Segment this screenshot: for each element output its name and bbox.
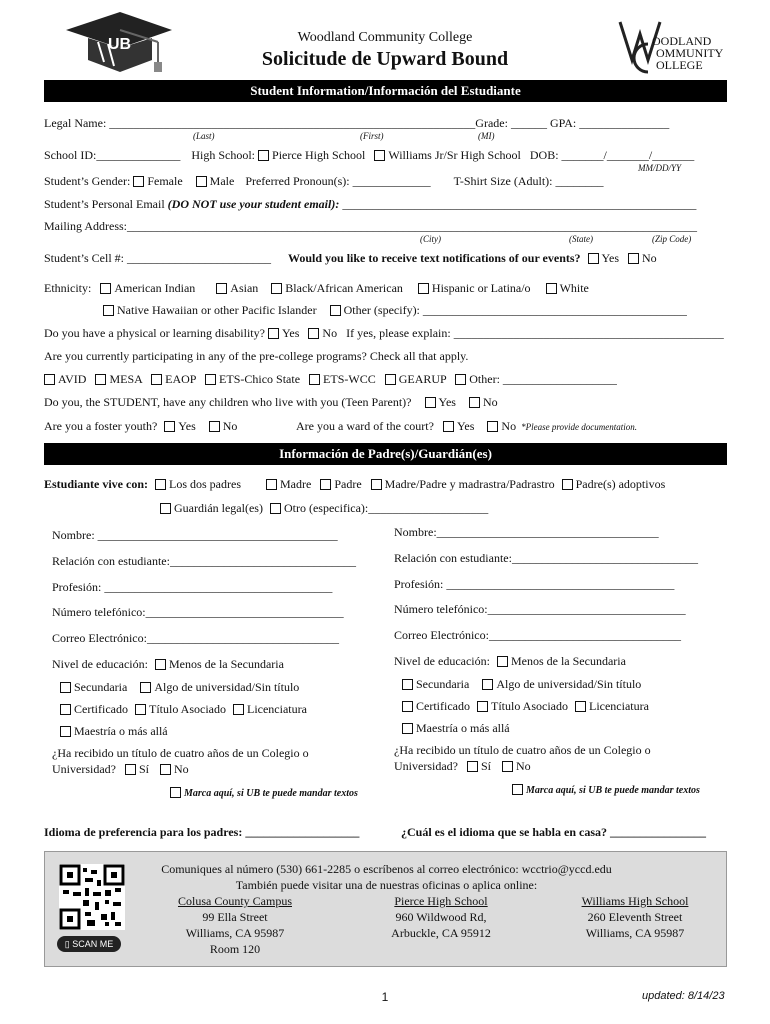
foster-yes-label: Yes bbox=[178, 419, 196, 433]
female-checkbox[interactable] bbox=[133, 176, 144, 187]
logo-line-1: OODLAND bbox=[652, 34, 712, 48]
email-label: Student’s Personal Email bbox=[44, 197, 168, 211]
other-living-field[interactable]: Otro (especifica):____________________ bbox=[283, 501, 489, 515]
white-checkbox[interactable] bbox=[546, 283, 557, 294]
foster-no-checkbox[interactable] bbox=[209, 421, 220, 432]
disability-question: Do you have a physical or learning disability? bbox=[44, 326, 265, 340]
ward-yes-label: Yes bbox=[456, 419, 475, 433]
name-sub-last: (Last) bbox=[193, 131, 215, 141]
scan-me-badge[interactable] bbox=[57, 936, 121, 952]
asian-label: Asian bbox=[230, 281, 259, 295]
parent1-email-field[interactable]: Correo Electrónico:________________________________ bbox=[52, 631, 339, 645]
texts-no-label: No bbox=[642, 251, 657, 265]
other-prog-field[interactable]: Other: ___________________ bbox=[469, 372, 617, 386]
phone-icon: ▯ bbox=[64, 939, 70, 949]
dob-format: MM/DD/YY bbox=[638, 163, 682, 173]
campus-pierce-street: 960 Wildwood Rd, bbox=[395, 910, 487, 924]
ward-no-label: No bbox=[501, 419, 517, 433]
male-label: Male bbox=[209, 174, 235, 188]
ward-no-checkbox[interactable] bbox=[487, 421, 498, 432]
parent2-degree-no-label: No bbox=[516, 759, 531, 773]
parent1-phone-field[interactable]: Número telefónico:_________________________________ bbox=[52, 605, 344, 619]
ethnicity-row-1 bbox=[44, 281, 589, 296]
avid-checkbox[interactable] bbox=[44, 374, 55, 385]
parent1-less-hs-label: Menos de la Secundaria bbox=[168, 657, 284, 671]
campus-colusa-street: 99 Ella Street bbox=[202, 910, 268, 924]
parent2-degree-row bbox=[394, 759, 531, 774]
campus-colusa bbox=[165, 894, 305, 957]
parent1-edu-row-2 bbox=[60, 680, 299, 695]
parent1-master-checkbox[interactable] bbox=[60, 726, 71, 737]
asian-checkbox[interactable] bbox=[216, 283, 227, 294]
campus-colusa-room: Room 120 bbox=[209, 942, 261, 956]
campus-pierce-city: Arbuckle, CA 95912 bbox=[391, 926, 491, 940]
avid-label: AVID bbox=[58, 372, 87, 386]
parent1-assoc-label: Título Asociado bbox=[148, 702, 226, 716]
parent1-profession-field[interactable]: Profesión: ______________________________________ bbox=[52, 580, 333, 594]
parent1-cert-label: Certificado bbox=[74, 702, 128, 716]
home-language-field[interactable]: ¿Cuál es el idioma que se habla en casa? ________________ bbox=[401, 825, 707, 839]
pierce-checkbox[interactable] bbox=[258, 150, 269, 161]
high-school-label: High School: bbox=[191, 148, 256, 162]
dob-field[interactable]: DOB: _______/_______/_______ bbox=[529, 148, 695, 162]
ward-row bbox=[296, 419, 637, 434]
school-id-field[interactable]: School ID:______________ bbox=[44, 148, 181, 162]
parent1-bach-label: Licenciatura bbox=[246, 702, 307, 716]
gearup-checkbox[interactable] bbox=[385, 374, 396, 385]
parent2-name-field[interactable]: Nombre:_____________________________________ bbox=[394, 525, 659, 539]
parent2-assoc-checkbox[interactable] bbox=[477, 701, 488, 712]
parent2-edu-row-2 bbox=[402, 677, 641, 692]
parent1-text-ok-label: Marca aquí, si UB te puede mandar textos bbox=[184, 788, 358, 799]
father-checkbox[interactable] bbox=[320, 479, 331, 490]
other-living-checkbox[interactable] bbox=[270, 503, 281, 514]
student-info-header: Student Information/Información del Estudiante bbox=[44, 80, 727, 102]
teen-parent-yes-checkbox[interactable] bbox=[425, 397, 436, 408]
parent1-less-hs-checkbox[interactable] bbox=[155, 659, 166, 670]
teen-parent-row bbox=[44, 395, 498, 410]
email-line[interactable]: ___________________________________________________________ bbox=[339, 197, 697, 211]
disability-no-checkbox[interactable] bbox=[308, 328, 319, 339]
parent1-some-college-checkbox[interactable] bbox=[140, 682, 151, 693]
pref-language-field[interactable]: Idioma de preferencia para los padres: ___________________ bbox=[44, 825, 360, 839]
disability-row bbox=[44, 326, 724, 341]
ets-chico-checkbox[interactable] bbox=[205, 374, 216, 385]
mailing-address-field[interactable]: Mailing Address:_______________________________________________________________________________________________ bbox=[44, 219, 697, 233]
parent1-master-label: Maestría o más allá bbox=[74, 724, 168, 738]
father-label: Padre bbox=[334, 477, 362, 491]
teen-parent-yes-label: Yes bbox=[438, 395, 456, 409]
step-parent-label: Madre/Padre y madrastra/Padrastro bbox=[384, 477, 555, 491]
lives-with-row-2 bbox=[160, 501, 488, 516]
parent2-degree-yes-checkbox[interactable] bbox=[467, 761, 478, 772]
page-number: 1 bbox=[381, 990, 389, 1004]
ward-note: *Please provide documentation. bbox=[521, 422, 637, 432]
parent-info-header: Información de Padre(s)/Guardián(es) bbox=[44, 443, 727, 465]
parent2-cert-checkbox[interactable] bbox=[402, 701, 413, 712]
parent1-edu-row-1 bbox=[52, 657, 284, 672]
parent1-degree-yes-label: Sí bbox=[138, 762, 149, 776]
other-eth-field[interactable]: Other (specify): ____________________________________________ bbox=[343, 303, 687, 317]
zip-sub: (Zip Code) bbox=[652, 234, 692, 244]
ethnicity-row-2 bbox=[103, 303, 687, 318]
parent1-bach-checkbox[interactable] bbox=[233, 704, 244, 715]
mother-label: Madre bbox=[280, 477, 312, 491]
parent2-bach-label: Licenciatura bbox=[588, 699, 649, 713]
mesa-label: MESA bbox=[109, 372, 143, 386]
lives-with-label: Estudiante vive con: bbox=[44, 477, 149, 491]
campus-williams bbox=[565, 894, 705, 941]
disability-explain-field[interactable]: If yes, please explain: _____________________________________________ bbox=[346, 326, 724, 340]
parent2-master-label: Maestría o más allá bbox=[416, 721, 510, 735]
hispanic-checkbox[interactable] bbox=[418, 283, 429, 294]
guardian-label: Guardián legal(es) bbox=[174, 501, 263, 515]
lives-with-row bbox=[44, 477, 665, 492]
ethnicity-label: Ethnicity: bbox=[44, 281, 92, 295]
parent1-degree-no-checkbox[interactable] bbox=[160, 764, 171, 775]
updated-date: updated: 8/14/23 bbox=[642, 990, 725, 1002]
contact-box bbox=[44, 851, 727, 967]
guardian-checkbox[interactable] bbox=[160, 503, 171, 514]
form-title: Solicitude de Upward Bound bbox=[261, 48, 509, 70]
contact-line-1: Comuniques al número (530) 661-2285 o escríbenos al correo electrónico: wcctrio@yccd.edu bbox=[161, 862, 612, 876]
parent2-cert-label: Certificado bbox=[416, 699, 470, 713]
foster-row bbox=[44, 419, 237, 434]
contact-line-2: También puede visitar una de nuestras oficinas o aplica online: bbox=[235, 878, 538, 892]
parent1-assoc-checkbox[interactable] bbox=[135, 704, 146, 715]
eaop-checkbox[interactable] bbox=[151, 374, 162, 385]
name-sub-mi: (MI) bbox=[478, 131, 495, 141]
black-checkbox[interactable] bbox=[271, 283, 282, 294]
ets-wcc-label: ETS-WCC bbox=[323, 372, 376, 386]
parent2-master-checkbox[interactable] bbox=[402, 723, 413, 734]
both-parents-checkbox[interactable] bbox=[155, 479, 166, 490]
disability-yes-checkbox[interactable] bbox=[268, 328, 279, 339]
parent2-less-hs-checkbox[interactable] bbox=[497, 656, 508, 667]
ets-chico-label: ETS-Chico State bbox=[219, 372, 301, 386]
williams-label: Williams Jr/Sr High School bbox=[388, 148, 521, 162]
disability-no-label: No bbox=[322, 326, 338, 340]
email-warning: (DO NOT use your student email): bbox=[167, 197, 340, 211]
parent2-text-ok-checkbox[interactable] bbox=[512, 784, 523, 795]
parent2-degree-yes-label: Sí bbox=[480, 759, 491, 773]
gearup-label: GEARUP bbox=[398, 372, 447, 386]
black-label: Black/African American bbox=[285, 281, 403, 295]
parent2-edu-row-3 bbox=[402, 699, 649, 714]
parent1-edu-label: Nivel de educación: bbox=[52, 657, 148, 671]
other-prog-checkbox[interactable] bbox=[455, 374, 466, 385]
am-indian-label: American Indian bbox=[114, 281, 196, 295]
state-sub: (State) bbox=[569, 234, 593, 244]
city-sub: (City) bbox=[420, 234, 441, 244]
eaop-label: EAOP bbox=[165, 372, 197, 386]
hawaiian-checkbox[interactable] bbox=[103, 305, 114, 316]
parent2-profession-field[interactable]: Profesión: ______________________________________ bbox=[394, 577, 675, 591]
campus-colusa-city: Williams, CA 95987 bbox=[185, 926, 285, 940]
texts-yes-label: Yes bbox=[601, 251, 620, 265]
pronouns-field[interactable]: Preferred Pronoun(s): _____________ bbox=[245, 174, 431, 188]
teen-parent-no-label: No bbox=[482, 395, 498, 409]
gender-row bbox=[44, 174, 604, 189]
parent2-edu-label: Nivel de educación: bbox=[394, 654, 490, 668]
williams-checkbox[interactable] bbox=[374, 150, 385, 161]
campus-williams-city: Williams, CA 95987 bbox=[585, 926, 685, 940]
parent1-text-ok-row bbox=[170, 787, 358, 799]
parent1-edu-row-4 bbox=[60, 724, 168, 739]
pierce-label: Pierce High School bbox=[272, 148, 366, 162]
hispanic-label: Hispanic or Latina/o bbox=[431, 281, 531, 295]
parent1-relation-field[interactable]: Relación con estudiante:_______________________________ bbox=[52, 554, 356, 568]
parent2-phone-field[interactable]: Número telefónico:_________________________________ bbox=[394, 602, 686, 616]
gender-label: Student’s Gender: bbox=[44, 174, 131, 188]
school-row bbox=[44, 148, 694, 163]
white-label: White bbox=[559, 281, 589, 295]
tshirt-field[interactable]: T-Shirt Size (Adult): ________ bbox=[453, 174, 604, 188]
teen-parent-no-checkbox[interactable] bbox=[469, 397, 480, 408]
step-parent-checkbox[interactable] bbox=[371, 479, 382, 490]
logo-line-2: OMMUNITY bbox=[656, 46, 724, 60]
precollege-question: Are you currently participating in any of the pre-college programs? Check all that apply. bbox=[44, 349, 469, 363]
parent2-less-hs-label: Menos de la Secundaria bbox=[510, 654, 626, 668]
parent2-degree-q2: Universidad? bbox=[394, 759, 458, 773]
cap-letters: UB bbox=[108, 36, 132, 53]
cell-row bbox=[44, 251, 657, 266]
parent2-some-college-checkbox[interactable] bbox=[482, 679, 493, 690]
parent1-edu-row-3 bbox=[60, 702, 307, 717]
parent2-email-field[interactable]: Correo Electrónico:________________________________ bbox=[394, 628, 681, 642]
parent2-text-ok-label: Marca aquí, si UB te puede mandar textos bbox=[526, 785, 700, 796]
mesa-checkbox[interactable] bbox=[95, 374, 106, 385]
adoptive-label: Padre(s) adoptivos bbox=[575, 477, 666, 491]
name-sub-first: (First) bbox=[360, 131, 384, 141]
parent2-degree-no-checkbox[interactable] bbox=[502, 761, 513, 772]
parent2-edu-row-4 bbox=[402, 721, 510, 736]
parent2-bach-checkbox[interactable] bbox=[575, 701, 586, 712]
email-row[interactable] bbox=[44, 197, 696, 212]
foster-question: Are you a foster youth? bbox=[44, 419, 158, 433]
mother-checkbox[interactable] bbox=[266, 479, 277, 490]
parent1-degree-yes-checkbox[interactable] bbox=[125, 764, 136, 775]
foster-yes-checkbox[interactable] bbox=[164, 421, 175, 432]
college-name: Woodland Community College bbox=[297, 30, 473, 45]
foster-no-label: No bbox=[222, 419, 238, 433]
logo-line-3: OLLEGE bbox=[656, 58, 703, 72]
texts-question: Would you like to receive text notifications of our events? bbox=[288, 251, 581, 265]
texts-no-checkbox[interactable] bbox=[628, 253, 639, 264]
parent1-cert-checkbox[interactable] bbox=[60, 704, 71, 715]
campus-williams-title[interactable]: Williams High School bbox=[581, 894, 689, 908]
campus-pierce-title[interactable]: Pierce High School bbox=[394, 894, 488, 908]
male-checkbox[interactable] bbox=[196, 176, 207, 187]
disability-yes-label: Yes bbox=[281, 326, 300, 340]
parent2-text-ok-row bbox=[512, 784, 700, 796]
ward-yes-checkbox[interactable] bbox=[443, 421, 454, 432]
parent2-degree-q: ¿Ha recibido un título de cuatro años de un Colegio o bbox=[394, 743, 651, 757]
parent1-hs-checkbox[interactable] bbox=[60, 682, 71, 693]
parent1-degree-row bbox=[52, 762, 189, 777]
texts-yes-checkbox[interactable] bbox=[588, 253, 599, 264]
parent2-assoc-label: Título Asociado bbox=[490, 699, 568, 713]
parent1-name-field[interactable]: Nombre: ________________________________________ bbox=[52, 528, 338, 542]
adoptive-checkbox[interactable] bbox=[562, 479, 573, 490]
campus-colusa-title[interactable]: Colusa County Campus bbox=[177, 894, 292, 908]
parent2-hs-checkbox[interactable] bbox=[402, 679, 413, 690]
both-parents-label: Los dos padres bbox=[169, 477, 242, 491]
parent2-some-college-label: Algo de universidad/Sin título bbox=[496, 677, 642, 691]
scan-me-label: SCAN ME bbox=[72, 939, 114, 949]
programs-row bbox=[44, 372, 617, 387]
teen-parent-question: Do you, the STUDENT, have any children who live with you (Teen Parent)? bbox=[44, 395, 412, 409]
parent1-some-college-label: Algo de universidad/Sin título bbox=[154, 680, 300, 694]
parent2-edu-row-1 bbox=[394, 654, 626, 669]
hawaiian-label: Native Hawaiian or other Pacific Islander bbox=[117, 303, 317, 317]
parent1-degree-q: ¿Ha recibido un título de cuatro años de un Colegio o bbox=[52, 746, 309, 760]
other-eth-checkbox[interactable] bbox=[330, 305, 341, 316]
campus-williams-street: 260 Eleventh Street bbox=[587, 910, 683, 924]
female-label: Female bbox=[147, 174, 183, 188]
am-indian-checkbox[interactable] bbox=[100, 283, 111, 294]
wcc-logo bbox=[618, 20, 728, 74]
cell-field[interactable]: Student’s Cell #: ________________________ bbox=[44, 251, 272, 265]
legal-name-field[interactable]: Legal Name: _____________________________________________________________Grade: ______ GPA: _______________ bbox=[44, 116, 670, 130]
parent1-hs-label: Secundaria bbox=[74, 680, 128, 694]
parent1-degree-q2: Universidad? bbox=[52, 762, 116, 776]
parent2-relation-field[interactable]: Relación con estudiante:_______________________________ bbox=[394, 551, 698, 565]
parent2-hs-label: Secundaria bbox=[416, 677, 470, 691]
ets-wcc-checkbox[interactable] bbox=[309, 374, 320, 385]
ward-question: Are you a ward of the court? bbox=[296, 419, 434, 433]
campus-pierce bbox=[371, 894, 511, 941]
parent1-degree-no-label: No bbox=[174, 762, 189, 776]
parent1-text-ok-checkbox[interactable] bbox=[170, 787, 181, 798]
